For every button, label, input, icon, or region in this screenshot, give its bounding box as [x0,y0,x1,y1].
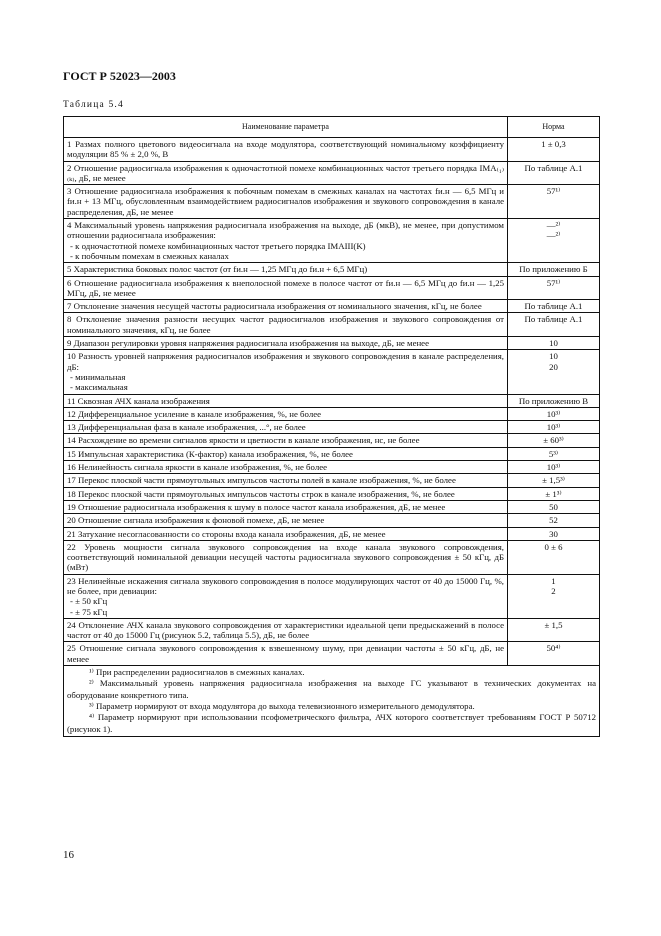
table-row [64,434,600,447]
parameter-cell [64,447,508,460]
parameter-name: 17 Перекос плоской части прямоугольных импульсов частоты полей в канале изображения, %, не более [67,475,456,486]
norm-value: 10³⁾ [546,422,561,433]
norm-cell [508,642,600,666]
parameter-cell [64,434,508,447]
norm-cell [508,263,600,276]
norm-value: 10³⁾ [546,408,561,419]
table-row [64,313,600,337]
norm-value: ± 60³⁾ [543,435,564,446]
parameter-name: 5 Характеристика боковых полос частот (от fи.н — 1,25 МГц до fи.н + 6,5 МГц) [67,264,368,275]
parameter-name: 24 Отклонение АЧХ канала звукового сопровождения от характеристики идеальной цепи предыскажений в полосе частот от 40 до 15000 Гц (рисунок 5.2, таблица 5.5), дБ, не более [67,619,504,641]
norm-cell [508,487,600,500]
parameter-cell [64,527,508,540]
table-row [64,500,600,513]
norm-cell [508,574,600,618]
norm-cell [508,500,600,513]
parameter-name: 6 Отношение радиосигнала изображения к внеполосной помехе в полосе частот от fи.н — 6,5 МГц до fи.н — 1,25 МГц, дБ, не менее [67,277,504,298]
parameter-name: 9 Диапазон регулировки уровня напряжения радиосигнала изображения на выходе, дБ, не менее [67,338,429,349]
norm-value: 0 ± 6 [544,541,563,552]
parameter-name: 16 Нелинейность сигнала яркости в канале изображения, %, не более [67,462,328,473]
norm-cell [508,407,600,420]
parameter-subitem: - ± 50 кГц [70,596,108,607]
table-header-row [64,117,600,138]
parameter-name: 15 Импульсная характеристика (К-фактор) канала изображения, %, не более [67,448,353,459]
footnote-4: ⁴⁾ Параметр нормируют при использовании псофометрического фильтра, АЧХ которого соответствует требованиям ГОСТ Р 50712 (рисунок 1). [67,712,596,734]
norm-cell [508,350,600,394]
parameter-name: 20 Отношение сигнала изображения к фоновой помехе, дБ, не менее [67,515,325,526]
norm-value: По таблице А.1 [524,162,583,173]
parameter-name: 11 Сквозная АЧХ канала изображения [67,395,210,406]
table-row [64,447,600,460]
parameter-subitem: - к побочным помехам в смежных каналах [70,250,229,261]
norm-value: ± 1,5 [544,619,563,630]
norm-value: ± 1³⁾ [545,488,562,499]
parameter-name: 13 Дифференциальная фаза в канале изображения, ...°, не более [67,422,306,433]
parameter-name: 19 Отношение радиосигнала изображения к шуму в полосе частот канала изображения, дБ, не менее [67,501,446,512]
parameter-cell [64,263,508,276]
norm-value: 50⁴⁾ [546,643,561,654]
parameter-cell [64,500,508,513]
norm-value: 30 [549,528,558,539]
norm-value: 10³⁾ [546,462,561,473]
table-row [64,474,600,487]
norm-cell [508,514,600,527]
parameter-subitem: - максимальная [70,382,128,393]
norm-value: 20 [549,361,558,372]
table-row [64,618,600,642]
parameter-name: 12 Дифференциальное усиление в канале изображения, %, не более [67,408,322,419]
footnote-3: ³⁾ Параметр нормируют от входа модулятора до выхода телевизионного измерительного демодулятора. [89,700,475,711]
table-row [64,407,600,420]
norm-value: 52 [549,515,558,526]
norm-cell [508,434,600,447]
table-row [64,540,600,574]
parameter-name: 23 Нелинейные искажения сигнала звукового сопровождения в полосе модулирующих частот от 40 до 15000 Гц, %, не более, при девиации: [67,575,504,596]
parameter-cell [64,219,508,263]
parameter-cell [64,138,508,162]
table-row [64,421,600,434]
norm-cell [508,313,600,337]
table-caption: Таблица 5.4 [63,100,124,110]
norm-cell [508,421,600,434]
column-header-parameter: Наименование параметра [64,117,508,138]
parameter-name: 14 Расхождение во времени сигналов яркости и цветности в канале изображения, нс, не более [67,435,420,446]
footnotes-cell [64,666,600,737]
norm-cell [508,138,600,162]
parameter-name: 2 Отношение радиосигнала изображения к одночастотной помехе комбинационных частот третьего порядка IMA₍₁₎₍ₖ₎, дБ, не менее [67,162,504,183]
parameter-name: 1 Размах полного цветового видеосигнала на входе модулятора, соответствующий номинальному коэффициенту модуляции 85 % ± 2,0 %, В [67,139,504,160]
table-row [64,300,600,313]
norm-cell [508,161,600,185]
table-row [64,276,600,300]
table-row [64,574,600,618]
norm-cell [508,219,600,263]
page-number: 16 [63,849,74,861]
table-row [64,161,600,185]
parameters-table [63,116,600,737]
parameter-cell [64,540,508,574]
norm-cell [508,461,600,474]
norm-cell [508,540,600,574]
norm-value: 1 [551,575,556,586]
norm-cell [508,185,600,219]
parameter-cell [64,461,508,474]
parameter-name: 10 Разность уровней напряжения радиосигналов изображения и звукового сопровождения в канале распределения, дБ: [67,351,504,372]
parameter-name: 7 Отклонение значения несущей частоты радиосигнала изображения от номинального значения, кГц, не более [67,301,482,312]
norm-value: 1 ± 0,3 [541,139,566,149]
norm-value: 50 [549,501,558,512]
parameter-cell [64,642,508,666]
norm-value: —²⁾ [546,230,561,241]
parameter-cell [64,276,508,300]
norm-cell [508,447,600,460]
norm-value: —²⁾ [546,220,561,231]
parameter-subitem: - ± 75 кГц [70,606,108,617]
table-body [64,138,600,666]
norm-value: По таблице А.1 [524,314,583,325]
footnote-1: ¹⁾ При распределении радиосигналов в смежных каналах. [89,667,305,678]
norm-value: 57¹⁾ [546,186,561,197]
footnote-2: ²⁾ Максимальный уровень напряжения радиосигнала изображения на выходе ГС указывают в технических документах на оборудование конкретного типа. [67,678,596,700]
parameter-cell [64,474,508,487]
parameter-cell [64,350,508,394]
table-row [64,219,600,263]
norm-cell [508,337,600,350]
norm-value: По приложению Б [519,264,588,275]
footnotes-row [64,666,600,737]
norm-cell [508,276,600,300]
table-row [64,263,600,276]
parameter-cell [64,313,508,337]
parameter-cell [64,337,508,350]
parameter-cell [64,300,508,313]
norm-cell [508,300,600,313]
parameter-name: 8 Отклонение значения разности несущих частот радиосигналов изображения и звукового сопровождения от номинального значения, кГц, не более [67,314,504,335]
table-row [64,337,600,350]
table-row [64,461,600,474]
table-row [64,527,600,540]
norm-value: 57¹⁾ [546,277,561,288]
norm-cell [508,394,600,407]
parameter-cell [64,161,508,185]
parameter-name: 18 Перекос плоской части прямоугольных импульсов частоты строк в канале изображения, %, не более [67,488,455,499]
parameter-cell [64,487,508,500]
norm-value: 10 [549,351,558,362]
table-row [64,642,600,666]
parameter-name: 25 Отношение сигнала звукового сопровождения к взвешенному шуму, при девиации частоты ± 50 кГц, дБ, не менее [67,643,504,664]
table-row [64,185,600,219]
norm-value: 2 [551,585,556,596]
parameter-name: 22 Уровень мощности сигнала звукового сопровождения на входе канала звукового сопровождения, соответствующий номинальной девиации несущей частоты радиосигнала звукового сопровождения ± 50 кГц, дБ (мВт) [67,541,504,573]
table-row [64,514,600,527]
parameter-cell [64,421,508,434]
parameter-cell [64,514,508,527]
norm-value: По приложению В [518,395,589,406]
norm-value: ± 1,5³⁾ [542,475,565,486]
norm-cell [508,527,600,540]
parameter-cell [64,574,508,618]
column-header-norm: Норма [508,117,600,138]
parameter-cell [64,185,508,219]
norm-value: 10 [549,338,558,349]
norm-cell [508,618,600,642]
table-row [64,394,600,407]
norm-value: По таблице А.1 [524,301,583,312]
parameter-cell [64,394,508,407]
parameter-cell [64,407,508,420]
parameter-name: 21 Затухание несогласованности со стороны входа канала изображения, дБ, не менее [67,528,386,539]
table-row [64,138,600,162]
table-row [64,487,600,500]
parameter-cell [64,618,508,642]
norm-value: 5³⁾ [548,448,559,459]
parameter-name: 4 Максимальный уровень напряжения радиосигнала изображения на выходе, дБ (мкВ), не менее, при допустимом отношении радиосигнала изображения: [67,220,504,241]
table-row [64,350,600,394]
norm-cell [508,474,600,487]
parameter-name: 3 Отношение радиосигнала изображения к побочным помехам в смежных каналах на частотах fи.н — 6,5 МГц и fи.н + 13 МГц, обусловленным взаимодействием радиосигналов изображения и звукового сопровождения в канале распределения, дБ, не менее [67,186,504,217]
parameter-subitem: - минимальная [70,371,126,382]
document-header: ГОСТ Р 52023—2003 [63,69,176,83]
parameter-subitem: - к одночастотной помехе комбинационных частот третьего порядка IMAIII(K) [70,240,366,251]
